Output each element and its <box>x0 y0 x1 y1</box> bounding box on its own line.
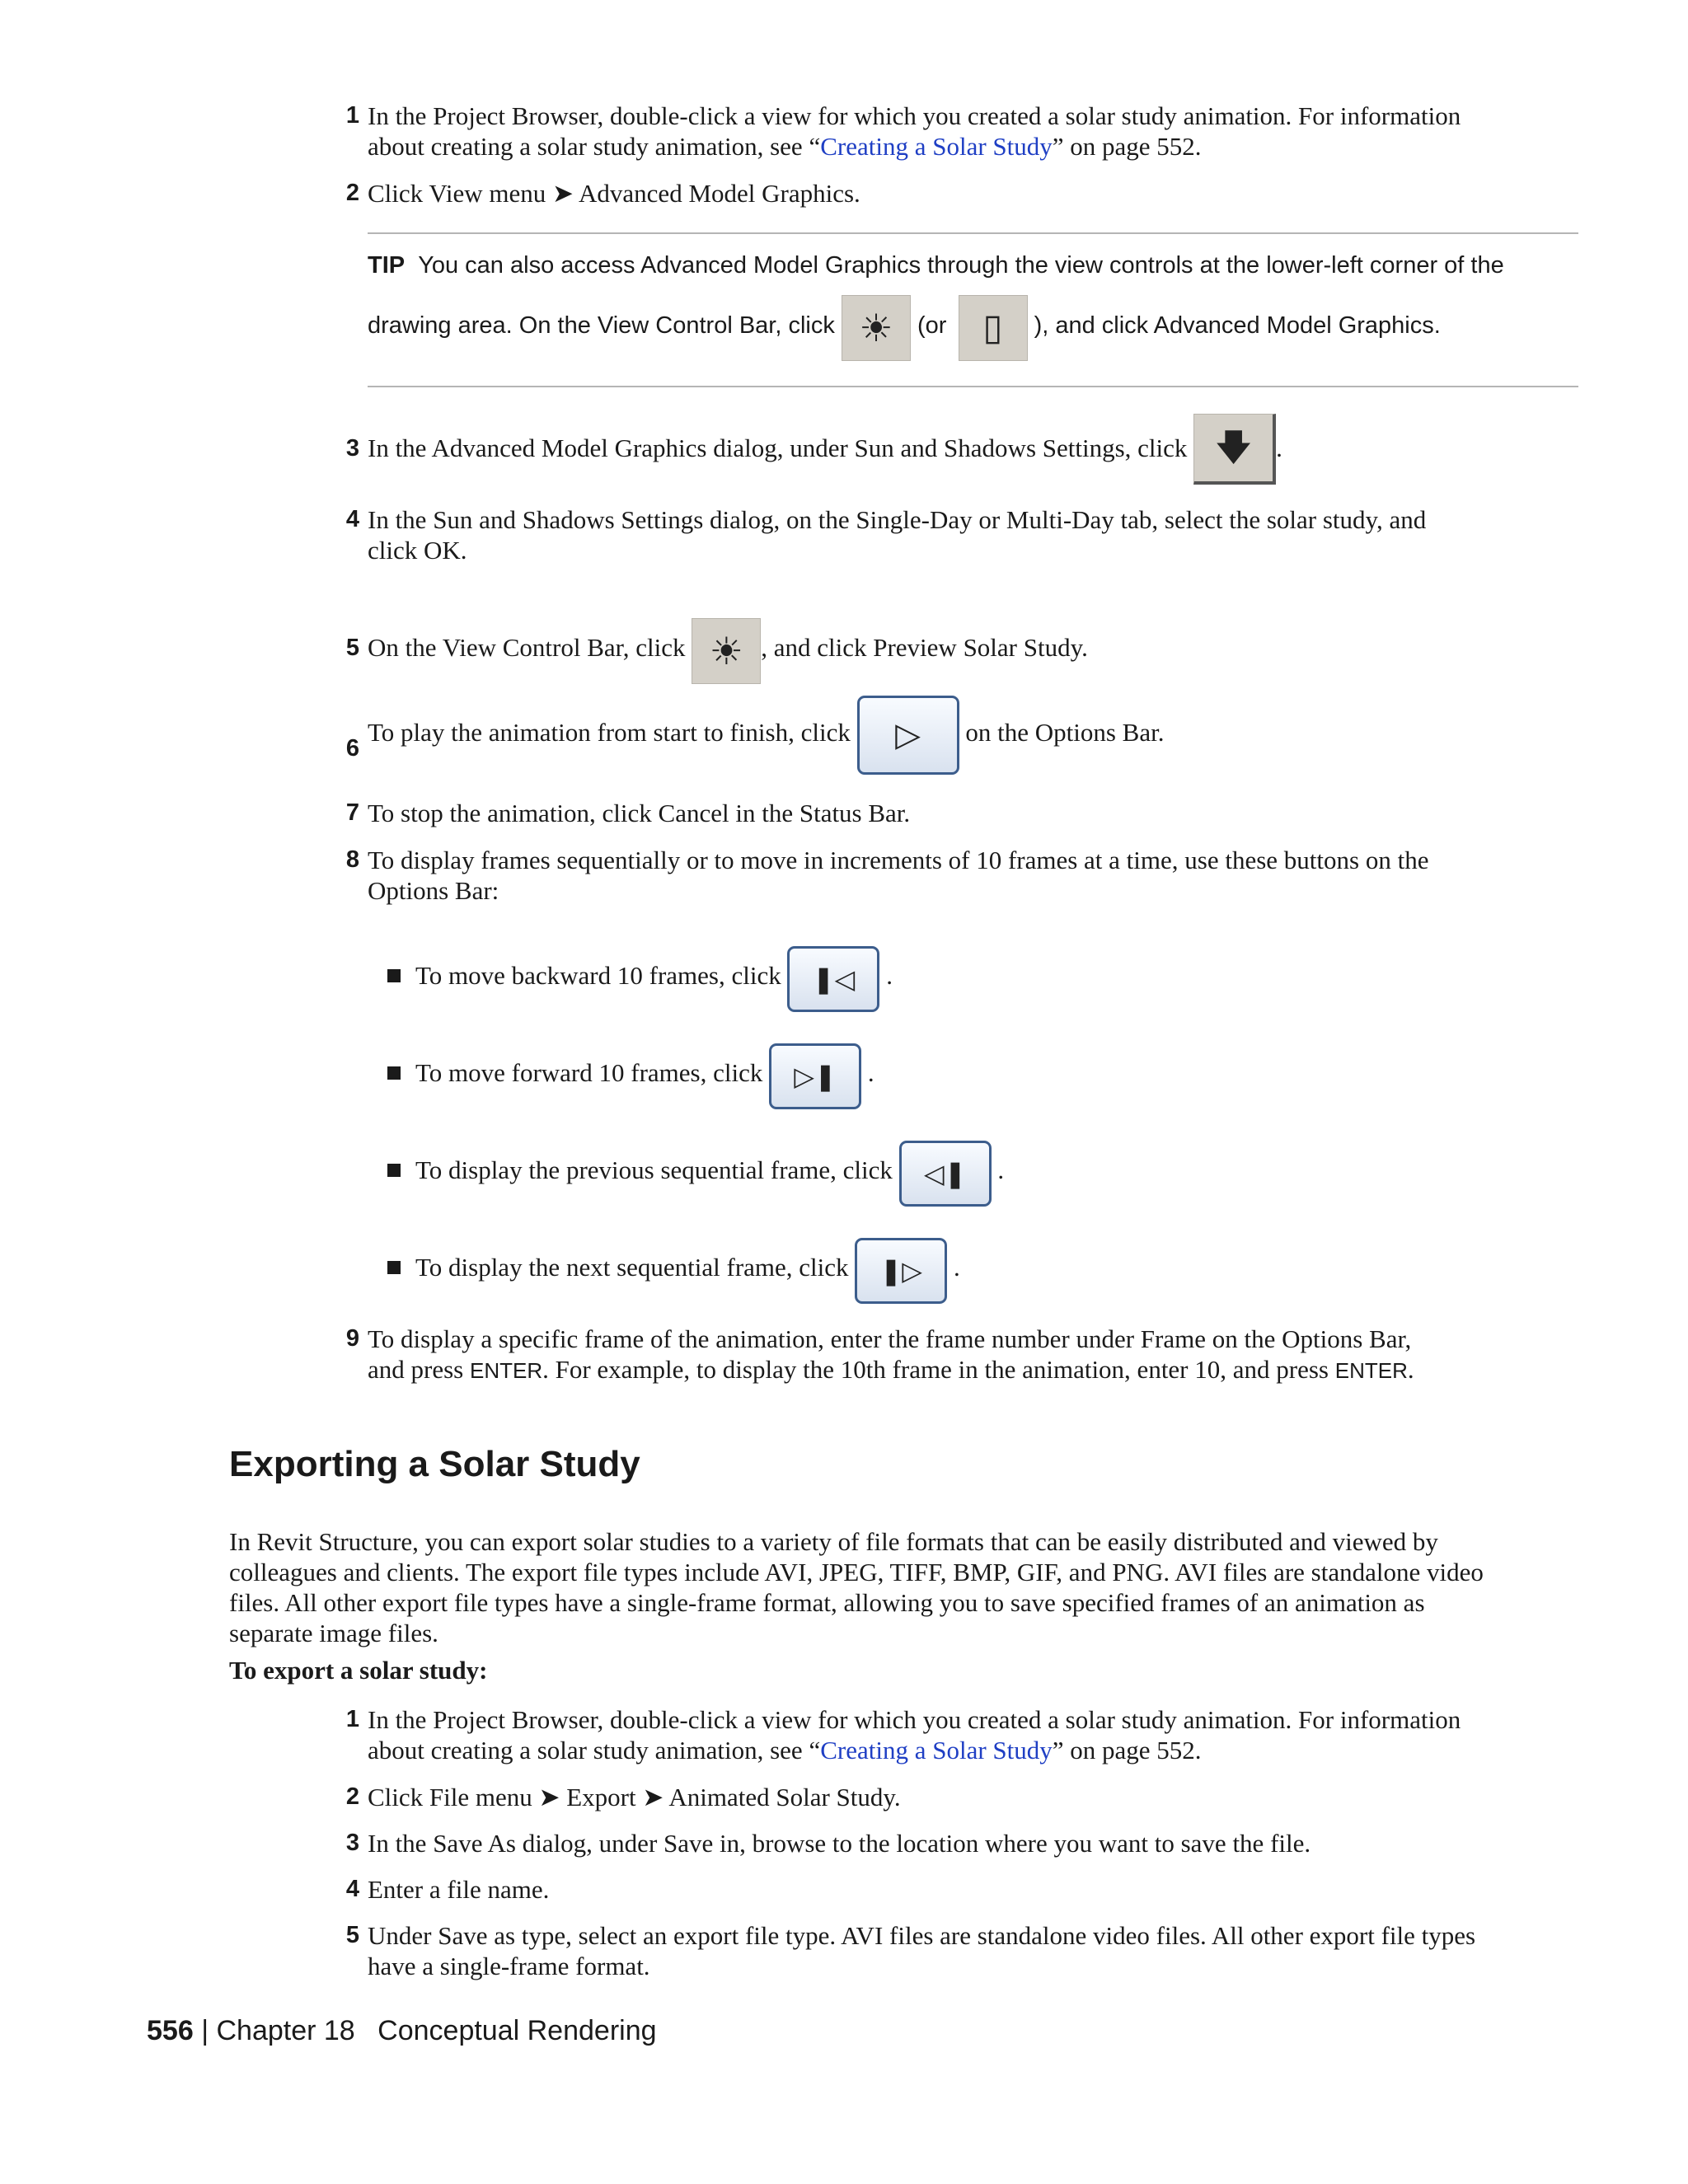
chapter-title: Conceptual Rendering <box>377 2015 657 2046</box>
bullet-next-frame: To display the next sequential frame, click ❚▷ . <box>387 1231 960 1304</box>
export-step-2: 2 Click File menu ➤ Export ➤ Animated Solar Study. <box>345 1783 901 1811</box>
bullet-marker <box>387 1261 401 1274</box>
step-8: 8 To display frames sequentially or to move in increments of 10 frames at a time, use these buttons on the Options Bar: <box>345 846 1429 905</box>
back-10-button[interactable] <box>787 946 879 1012</box>
step-1: 1 In the Project Browser, double-click a view for which you created a solar study animation. For information about creating a solar study animation, see “Creating a Solar Study” on page 552. <box>345 101 1461 161</box>
next-frame-button[interactable] <box>855 1238 947 1304</box>
section-heading: Exporting a Solar Study <box>229 1444 640 1484</box>
settings-arrow-icon[interactable]: 🡇 <box>1193 414 1276 485</box>
chapter-label: Chapter 18 <box>216 2015 355 2046</box>
play-icon: ▷ <box>895 716 921 754</box>
creating-solar-study-link-2[interactable]: Creating a Solar Study <box>820 1736 1053 1765</box>
step-7: 7 To stop the animation, click Cancel in the Status Bar. <box>345 799 911 827</box>
page-number: 556 <box>147 2015 194 2046</box>
step-2: 2 Click View menu ➤ Advanced Model Graphics. <box>345 179 860 208</box>
step-9: 9 To display a specific frame of the animation, enter the frame number under Frame on the Options Bar, and press ENTER. For example, to display the 10th frame in the animation, enter 10, and press ENTER. <box>345 1324 1414 1384</box>
export-step-5: 5 Under Save as type, select an export file type. AVI files are standalone video files. All other export file types have a single-frame format. <box>345 1921 1476 1980</box>
step-5: 5 On the View Control Bar, click ☀ , and click Preview Solar Study. <box>338 590 1578 684</box>
export-step-1: 1 In the Project Browser, double-click a view for which you created a solar study animation. For information about creating a solar study animation, see “Creating a Solar Study” on page 552. <box>345 1705 1461 1765</box>
previous-frame-icon: ◁❚ <box>923 1158 967 1189</box>
previous-frame-button[interactable] <box>899 1141 992 1207</box>
page-footer: 556 | Chapter 18 Conceptual Rendering <box>147 2015 657 2046</box>
forward-10-icon: ▷❚ <box>794 1061 837 1092</box>
enter-key: ENTER <box>1334 1358 1408 1383</box>
export-step-4: 4 Enter a file name. <box>345 1875 550 1904</box>
step-3: 3 In the Advanced Model Graphics dialog, under Sun and Shadows Settings, click 🡇 . <box>338 412 1578 485</box>
bullet-marker <box>387 1164 401 1177</box>
procedure-title: To export a solar study: <box>229 1656 488 1685</box>
bullet-marker <box>387 1066 401 1080</box>
back-10-icon: ❚◁ <box>812 963 856 995</box>
export-step-3: 3 In the Save As dialog, under Save in, browse to the location where you want to save the file. <box>345 1829 1311 1858</box>
bullet-previous-frame: To display the previous sequential frame, click ◁❚ . <box>387 1134 1004 1207</box>
bullet-marker <box>387 969 401 982</box>
sun-shadow-icon[interactable]: ☀ <box>842 295 911 361</box>
forward-10-button[interactable] <box>769 1043 861 1109</box>
tip-label: TIP <box>368 252 406 279</box>
tip-box: TIP You can also access Advanced Model Graphics through the view controls at the lower-left corner of the drawing area. On the View Control Bar, click ☀ (or ▯ ), and click Advanced Model Graphics. <box>368 232 1578 387</box>
model-graphics-icon[interactable]: ▯ <box>959 295 1028 361</box>
creating-solar-study-link[interactable]: Creating a Solar Study <box>820 132 1053 161</box>
step-6: 6 To play the animation from start to finish, click ▷ on the Options Bar. <box>338 691 1578 775</box>
step-4: 4 In the Sun and Shadows Settings dialog, on the Single-Day or Multi-Day tab, select the solar study, and click OK. <box>345 505 1427 565</box>
next-frame-icon: ❚▷ <box>879 1255 922 1286</box>
bullet-back-10: To move backward 10 frames, click ❚◁ . <box>387 940 893 1012</box>
enter-key: ENTER <box>469 1358 543 1383</box>
sun-shadow-icon-2[interactable]: ☀ <box>692 618 761 684</box>
section-paragraph: In Revit Structure, you can export solar studies to a variety of file formats that can be easily distributed and viewed by colleagues and clients. The export file types include AVI, JPEG, TIFF, BMP, GIF, and PNG. AVI files are standalone video files. All other export file types have a single-frame format, allowing you to save specified frames of an animation as separate image files. <box>229 1527 1484 1647</box>
play-button[interactable] <box>857 696 959 775</box>
bullet-forward-10: To move forward 10 frames, click ▷❚ . <box>387 1037 874 1109</box>
